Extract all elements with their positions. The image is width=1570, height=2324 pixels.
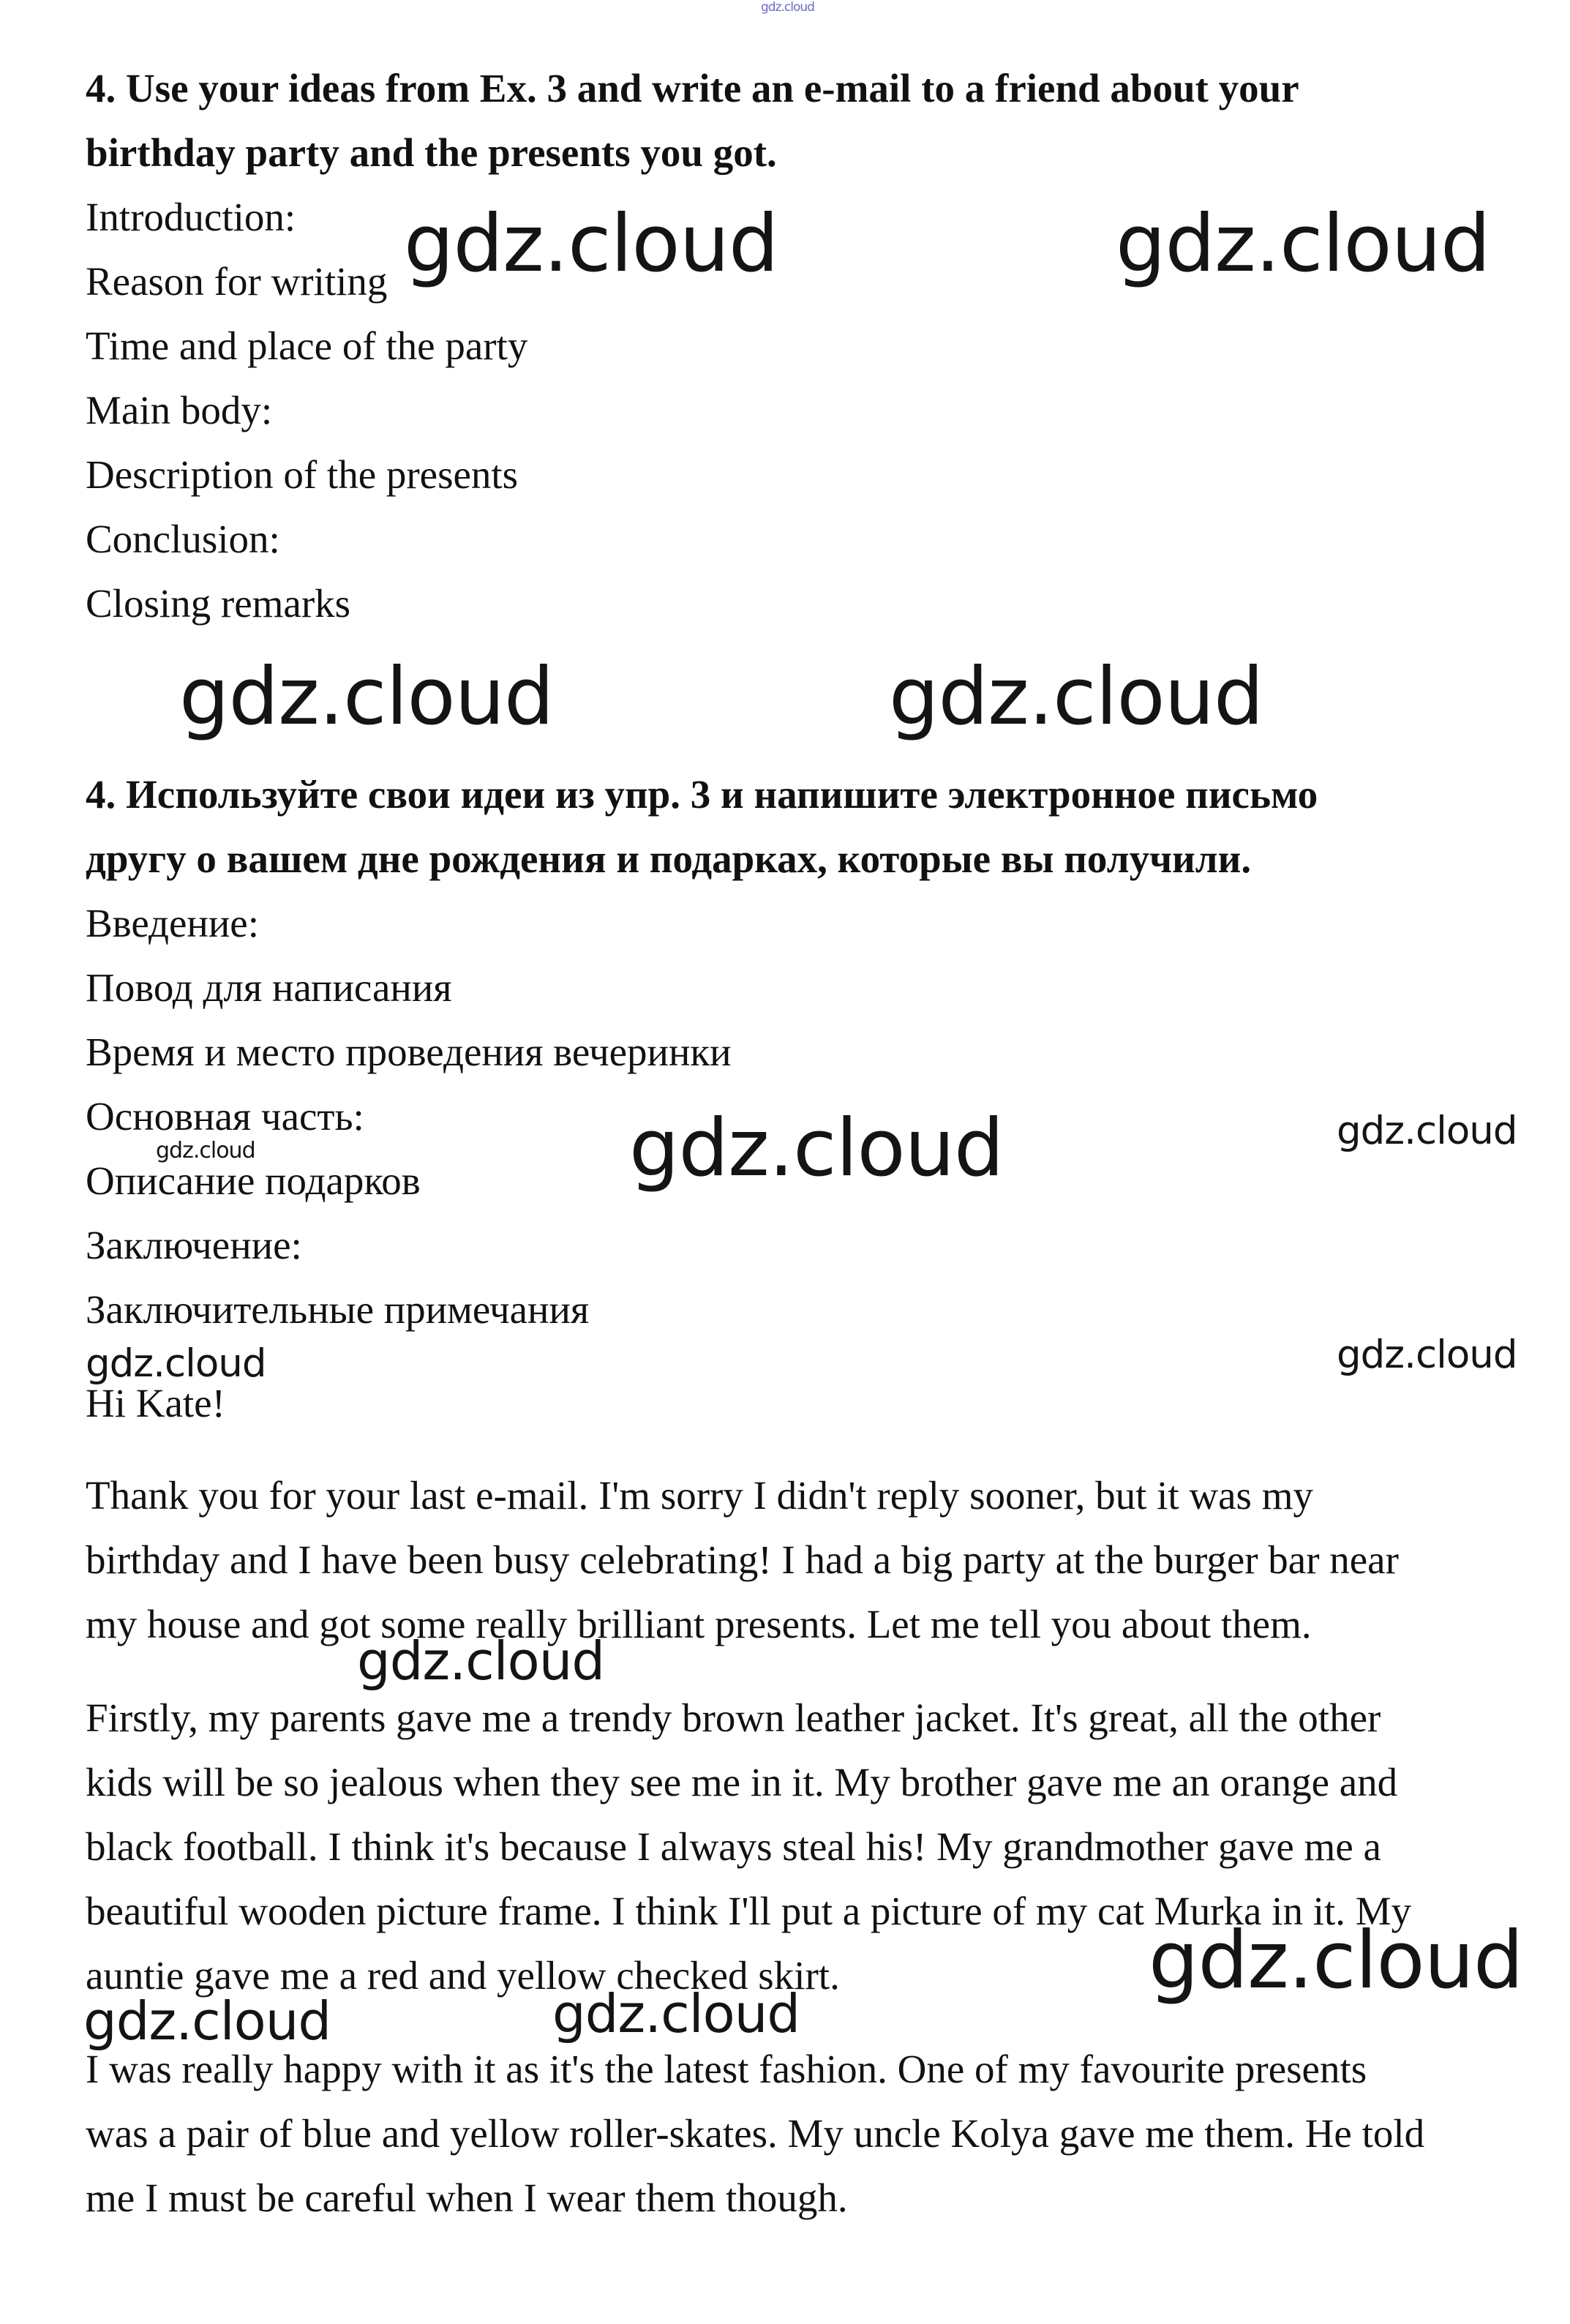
english-plan-introduction: Introduction: [86,195,296,239]
email-paragraph-1-line-1: Thank you for your last e-mail. I'm sorry I didn't reply sooner, but it was my [86,1473,1313,1518]
russian-plan-main-body: Основная часть: [86,1094,364,1139]
watermark: gdz.cloud [357,1630,605,1692]
email-paragraph-2-line-5: auntie gave me a red and yellow checked skirt. [86,1953,840,1998]
email-paragraph-2-line-1: Firstly, my parents gave me a trendy brown leather jacket. It's great, all the other [86,1695,1381,1740]
watermark: gdz.cloud [83,1990,331,2052]
email-paragraph-2-line-4: beautiful wooden picture frame. I think I'll put a picture of my cat Murka in it. My [86,1889,1412,1933]
russian-plan-introduction: Введение: [86,901,259,945]
watermark: gdz.cloud [404,198,778,290]
russian-plan-conclusion: Заключение: [86,1223,302,1267]
english-plan-conclusion: Conclusion: [86,517,280,561]
russian-plan-closing: Заключительные примечания [86,1287,590,1332]
watermark: gdz.cloud [629,1103,1004,1194]
email-paragraph-3-line-2: was a pair of blue and yellow roller-skates. My uncle Kolya gave me them. He told [86,2111,1425,2156]
watermark: gdz.cloud [552,1983,800,2044]
email-paragraph-3-line-1: I was really happy with it as it's the latest fashion. One of my favourite presents [86,2047,1367,2091]
watermark: gdz.cloud [1337,1332,1517,1377]
email-paragraph-2-line-2: kids will be so jealous when they see me in it. My brother gave me an orange and [86,1760,1398,1804]
russian-plan-reason: Повод для написания [86,965,452,1010]
watermark: gdz.cloud [1116,198,1490,290]
watermark: gdz.cloud [86,1341,266,1386]
english-plan-reason: Reason for writing [86,259,388,304]
russian-heading-line-1: 4. Используйте свои идеи из упр. 3 и напишите электронное письмо [86,772,1318,817]
watermark: gdz.cloud [1149,1915,1523,2006]
email-paragraph-1-line-3: my house and got some really brilliant presents. Let me tell you about them. [86,1602,1312,1646]
watermark: gdz.cloud [761,0,814,15]
email-paragraph-3-line-3: me I must be careful when I wear them though. [86,2175,848,2220]
watermark: gdz.cloud [889,651,1263,743]
english-heading-line-1: 4. Use your ideas from Ex. 3 and write an e-mail to a friend about your [86,66,1299,110]
english-heading-line-2: birthday party and the presents you got. [86,130,777,175]
email-greeting: Hi Kate! [86,1381,225,1425]
english-plan-time-place: Time and place of the party [86,323,528,368]
watermark: gdz.cloud [156,1138,255,1163]
watermark: gdz.cloud [1337,1109,1517,1153]
email-paragraph-2-line-3: black football. I think it's because I always steal his! My grandmother gave me a [86,1824,1381,1869]
russian-plan-time-place: Время и место проведения вечеринки [86,1030,732,1074]
russian-plan-description: Описание подарков [86,1158,421,1203]
russian-heading-line-2: другу о вашем дне рождения и подарках, которые вы получили. [86,836,1252,881]
email-paragraph-1-line-2: birthday and I have been busy celebrating! I had a big party at the burger bar near [86,1537,1399,1582]
english-plan-closing: Closing remarks [86,581,351,626]
english-plan-main-body: Main body: [86,388,273,432]
english-plan-description: Description of the presents [86,452,519,497]
watermark: gdz.cloud [179,651,554,743]
